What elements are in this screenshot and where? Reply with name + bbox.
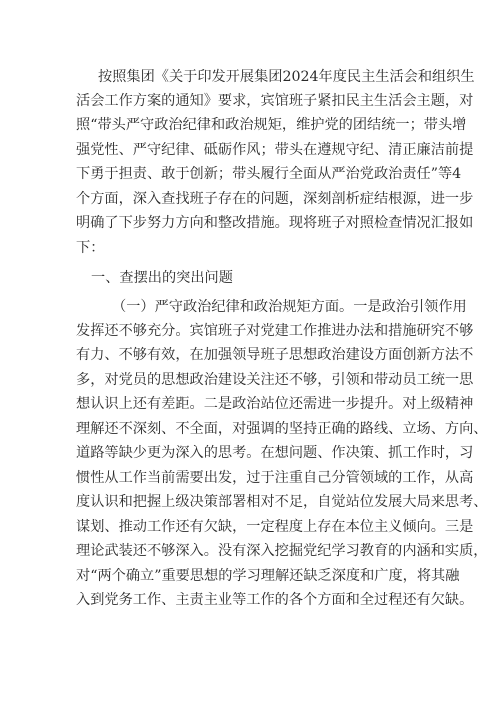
intro-line-6: 个方面，深入查找班子存在的问题，深刻剖析症结根源，进一步 bbox=[76, 191, 474, 207]
body-line-4: 多，对党员的思想政治建设关注还不够，引领和带动员工统一思 bbox=[76, 372, 474, 388]
intro-line-7: 明确了下步努力方向和整改措施。现将班子对照检查情况汇报如 bbox=[76, 215, 474, 231]
body-line-2: 发挥还不够充分。宾馆班子对党建工作推进办法和措施研究不够 bbox=[76, 323, 474, 339]
intro-line-1: 按照集团《关于印发开展集团2024年度民主生活会和组织生 bbox=[98, 69, 475, 85]
body-line-9: 度认识和把握上级决策部署相对不足，自觉站位发展大局来思考、 bbox=[76, 494, 488, 510]
body-line-13: 入到党务工作、主责主业等工作的各个方面和全过程还有欠缺。 bbox=[76, 592, 474, 608]
intro-line-2: 活会工作方案的通知》要求，宾馆班子紧扣民主生活会主题，对 bbox=[76, 93, 474, 109]
body-line-1: （一）严守政治纪律和政治规矩方面。一是政治引领作用 bbox=[112, 299, 467, 315]
intro-line-4: 强党性、严守纪律、砥砺作风；带头在遵规守纪、清正廉洁前提 bbox=[76, 142, 474, 158]
body-line-6: 理解还不深刻、不全面，对强调的坚持正确的路线、立场、方向、 bbox=[76, 421, 488, 437]
body-line-10: 谋划、推动工作还有欠缺，一定程度上存在本位主义倾向。三是 bbox=[76, 519, 474, 535]
body-line-8: 惯性从工作当前需要出发，过于注重自己分管领域的工作，从高 bbox=[76, 470, 474, 486]
intro-line-8: 下： bbox=[76, 240, 105, 256]
body-line-3: 有力、不够有效，在加强领导班子思想政治建设方面创新方法不 bbox=[76, 347, 474, 363]
body-line-5: 想认识上还有差距。二是政治站位还需进一步提升。对上级精神 bbox=[76, 396, 474, 412]
intro-line-5: 下勇于担责、敢于创新；带头履行全面从严治党政治责任”等4 bbox=[76, 166, 462, 182]
body-line-11: 理论武装还不够深入。没有深入挖掘党纪学习教育的内涵和实质， bbox=[76, 543, 488, 559]
body-line-7: 道路等缺少更为深入的思考。在想问题、作决策、抓工作时，习 bbox=[76, 445, 474, 461]
section-heading: 一、查摆出的突出问题 bbox=[91, 270, 233, 286]
body-line-12: 对“两个确立”重要思想的学习理解还缺乏深度和广度，将其融 bbox=[76, 568, 460, 584]
intro-line-3: 照“带头严守政治纪律和政治规矩，维护党的团结统一；带头增 bbox=[76, 117, 467, 133]
